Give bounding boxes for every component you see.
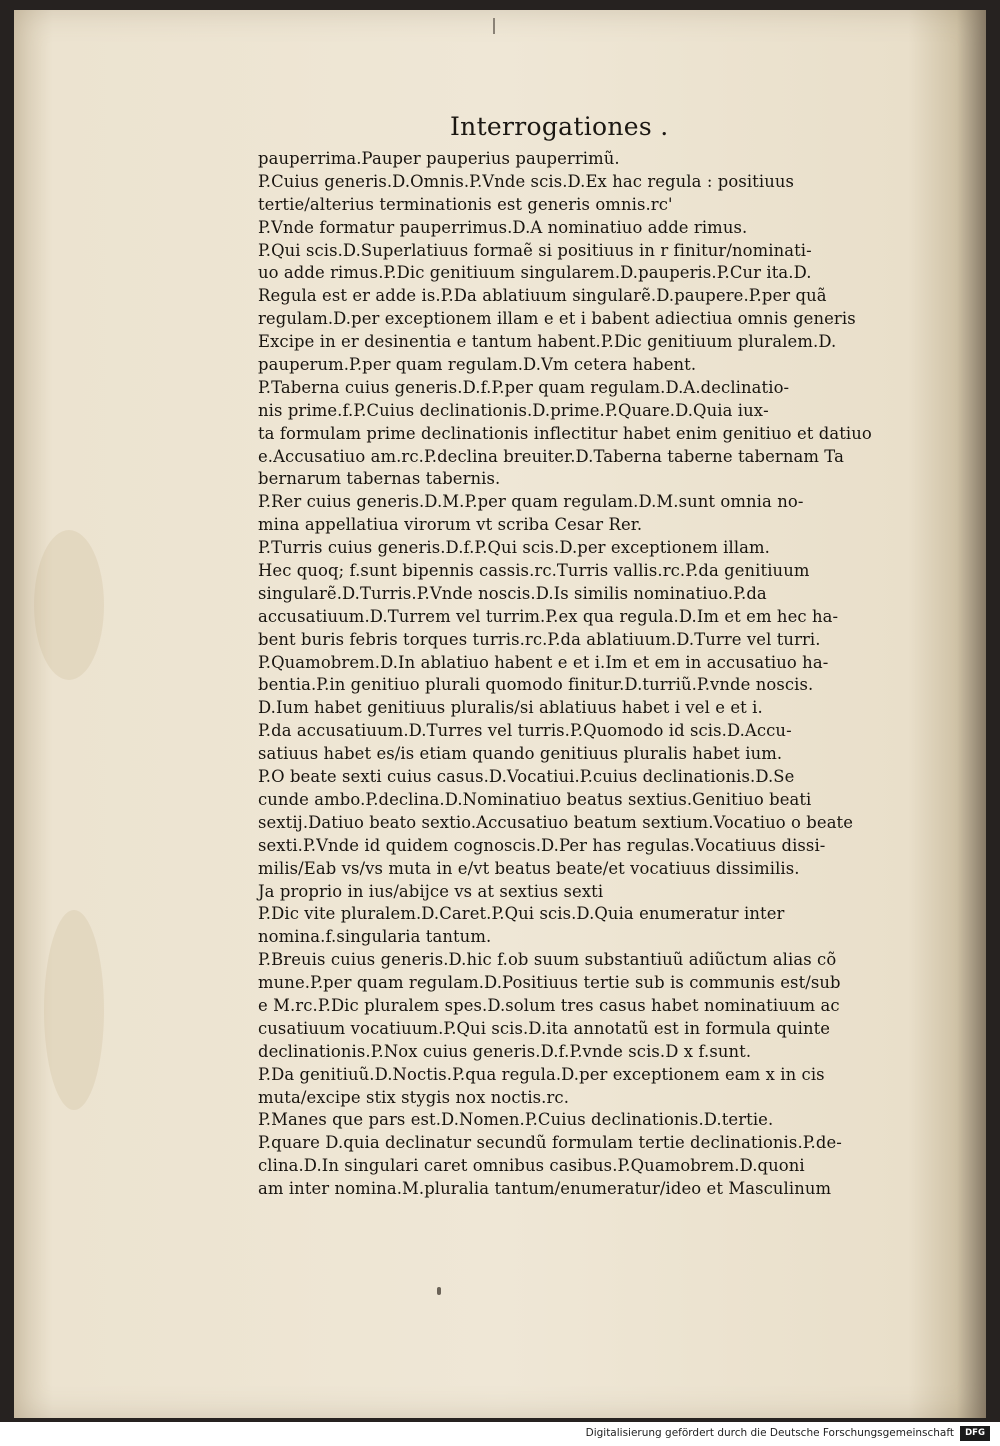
paper-stain: [44, 910, 104, 1110]
text-line: P.Cuius generis.D.Omnis.P.Vnde scis.D.Ex hac regula : positiuus: [258, 171, 795, 191]
text-line: singularẽ.D.Turris.P.Vnde noscis.D.Is similis nominatiuo.P.da: [258, 583, 767, 603]
text-line: pauperrima.Pauper pauperius pauperrimũ.: [258, 149, 620, 168]
text-line: muta/excipe stix stygis nox noctis.rc.: [258, 1087, 570, 1107]
text-line: P.Rer cuius generis.D.M.P.per quam regulam.D.M.sunt omnia no‑: [258, 492, 804, 512]
text-line: clina.D.In singulari caret omnibus casibus.P.Quamobrem.D.quoni: [258, 1156, 805, 1176]
text-line: milis/Eab vs/vs muta in e/vt beatus beate/et vocatiuus dissimilis.: [258, 858, 800, 878]
dfg-logo-icon: DFG: [960, 1426, 990, 1441]
text-line: mune.P.per quam regulam.D.Positiuus tertie sub is communis est/sub: [258, 973, 841, 993]
text-line: sextij.Datiuo beato sextio.Accusatiuo beatum sextium.Vocatiuo o beate: [258, 812, 854, 832]
text-line: P.Dic vite pluralem.D.Caret.P.Qui scis.D.Quia enumeratur inter: [258, 904, 785, 924]
text-line: uo adde rimus.P.Dic genitiuum singularem.D.pauperis.P.Cur ita.D.: [258, 263, 812, 283]
text-line: nomina.f.singularia tantum.: [258, 927, 492, 947]
text-line: P.O beate sexti cuius casus.D.Vocatiui.P.cuius declinationis.D.Se: [258, 767, 795, 787]
text-line: P.da accusatiuum.D.Turres vel turris.P.Quomodo id scis.D.Accu‑: [258, 721, 792, 741]
funding-credit: Digitalisierung gefördert durch die Deutsche Forschungsgemeinschaft: [585, 1427, 954, 1439]
text-line: P.quare D.quia declinatur secundũ formulam tertie declinationis.P.de‑: [258, 1133, 842, 1153]
text-line: nis prime.f.P.Cuius declinationis.D.prime.P.Quare.D.Quia iux‑: [258, 400, 769, 420]
text-line: regulam.D.per exceptionem illam e et i babent adiectiua omnis generis: [258, 309, 856, 329]
text-line: Excipe in er desinentia e tantum habent.P.Dic genitiuum pluralem.D.: [258, 332, 837, 352]
paper-mark: [493, 18, 495, 34]
text-line: tertie/alterius terminationis est generis omnis.rc': [258, 194, 673, 214]
text-line: pauperum.P.per quam regulam.D.Vm cetera habent.: [258, 355, 697, 375]
text-line: bent buris febris torques turris.rc.P.da ablatiuum.D.Turre vel turri.: [258, 629, 821, 649]
text-line: bernarum tabernas tabernis.: [258, 469, 501, 489]
paper-stain: [34, 530, 104, 680]
text-line: e M.rc.P.Dic pluralem spes.D.solum tres casus habet nominatiuum ac: [258, 995, 840, 1015]
text-line: e.Accusatiuo am.rc.P.declina breuiter.D.Taberna taberne tabernam Ta: [258, 446, 844, 466]
text-line: ta formulam prime declinationis inflectitur habet enim genitiuo et datiuo: [258, 423, 872, 443]
text-line: bentia.P.in genitiuo plurali quomodo finitur.D.turriũ.P.vnde noscis.: [258, 675, 814, 695]
text-line: Hec quoq; f.sunt bipennis cassis.rc.Turris vallis.rc.P.da genitiuum: [258, 561, 810, 581]
text-line: declinationis.P.Nox cuius generis.D.f.P.vnde scis.D x f.sunt.: [258, 1041, 752, 1061]
text-line: P.Turris cuius generis.D.f.P.Qui scis.D.per exceptionem illam.: [258, 538, 770, 558]
paper-mark: [437, 1287, 441, 1295]
text-line: accusatiuum.D.Turrem vel turrim.P.ex qua regula.D.Im et em hec ha‑: [258, 606, 839, 626]
text-line: Regula est er adde is.P.Da ablatiuum singularẽ.D.paupere.P.per quã: [258, 286, 827, 306]
text-line: P.Da genitiuũ.D.Noctis.P.qua regula.D.per exceptionem eam x in cis: [258, 1064, 825, 1084]
text-line: cusatiuum vocatiuum.P.Qui scis.D.ita annotatũ est in formula quinte: [258, 1018, 831, 1038]
body-text: [258, 148, 970, 1201]
text-line: P.Manes que pars est.D.Nomen.P.Cuius declinationis.D.tertie.: [258, 1110, 774, 1130]
text-line: D.Ium habet genitiuus pluralis/si ablatiuus habet i vel e et i.: [258, 698, 763, 718]
text-line: P.Breuis cuius generis.D.hic f.ob suum substantiuũ adiũctum alias cõ: [258, 950, 837, 970]
text-line: P.Vnde formatur pauperrimus.D.A nominatiuo adde rimus.: [258, 217, 748, 237]
text-line: P.Qui scis.D.Superlatiuus formaẽ si positiuus in r finitur/nominati‑: [258, 240, 812, 260]
text-line: cunde ambo.P.declina.D.Nominatiuo beatus sextius.Genitiuo beati: [258, 789, 812, 809]
running-title: Interrogationes .: [450, 112, 669, 141]
text-line: am inter nomina.M.pluralia tantum/enumeratur/ideo et Masculinum: [258, 1179, 832, 1199]
text-line: P.Taberna cuius generis.D.f.P.per quam regulam.D.A.declinatio‑: [258, 377, 790, 397]
text-line: mina appellatiua virorum vt scriba Cesar Rer.: [258, 515, 643, 535]
text-line: sexti.P.Vnde id quidem cognoscis.D.Per has regulas.Vocatiuus dissi‑: [258, 835, 826, 855]
footer-bar: [0, 1422, 1000, 1446]
text-line: satiuus habet es/is etiam quando genitiuus pluralis habet ium.: [258, 744, 783, 764]
text-line: P.Quamobrem.D.In ablatiuo habent e et i.Im et em in accusatiuo ha‑: [258, 652, 829, 672]
text-line: Ja proprio in ius/abijce vs at sextius sexti: [258, 881, 604, 901]
